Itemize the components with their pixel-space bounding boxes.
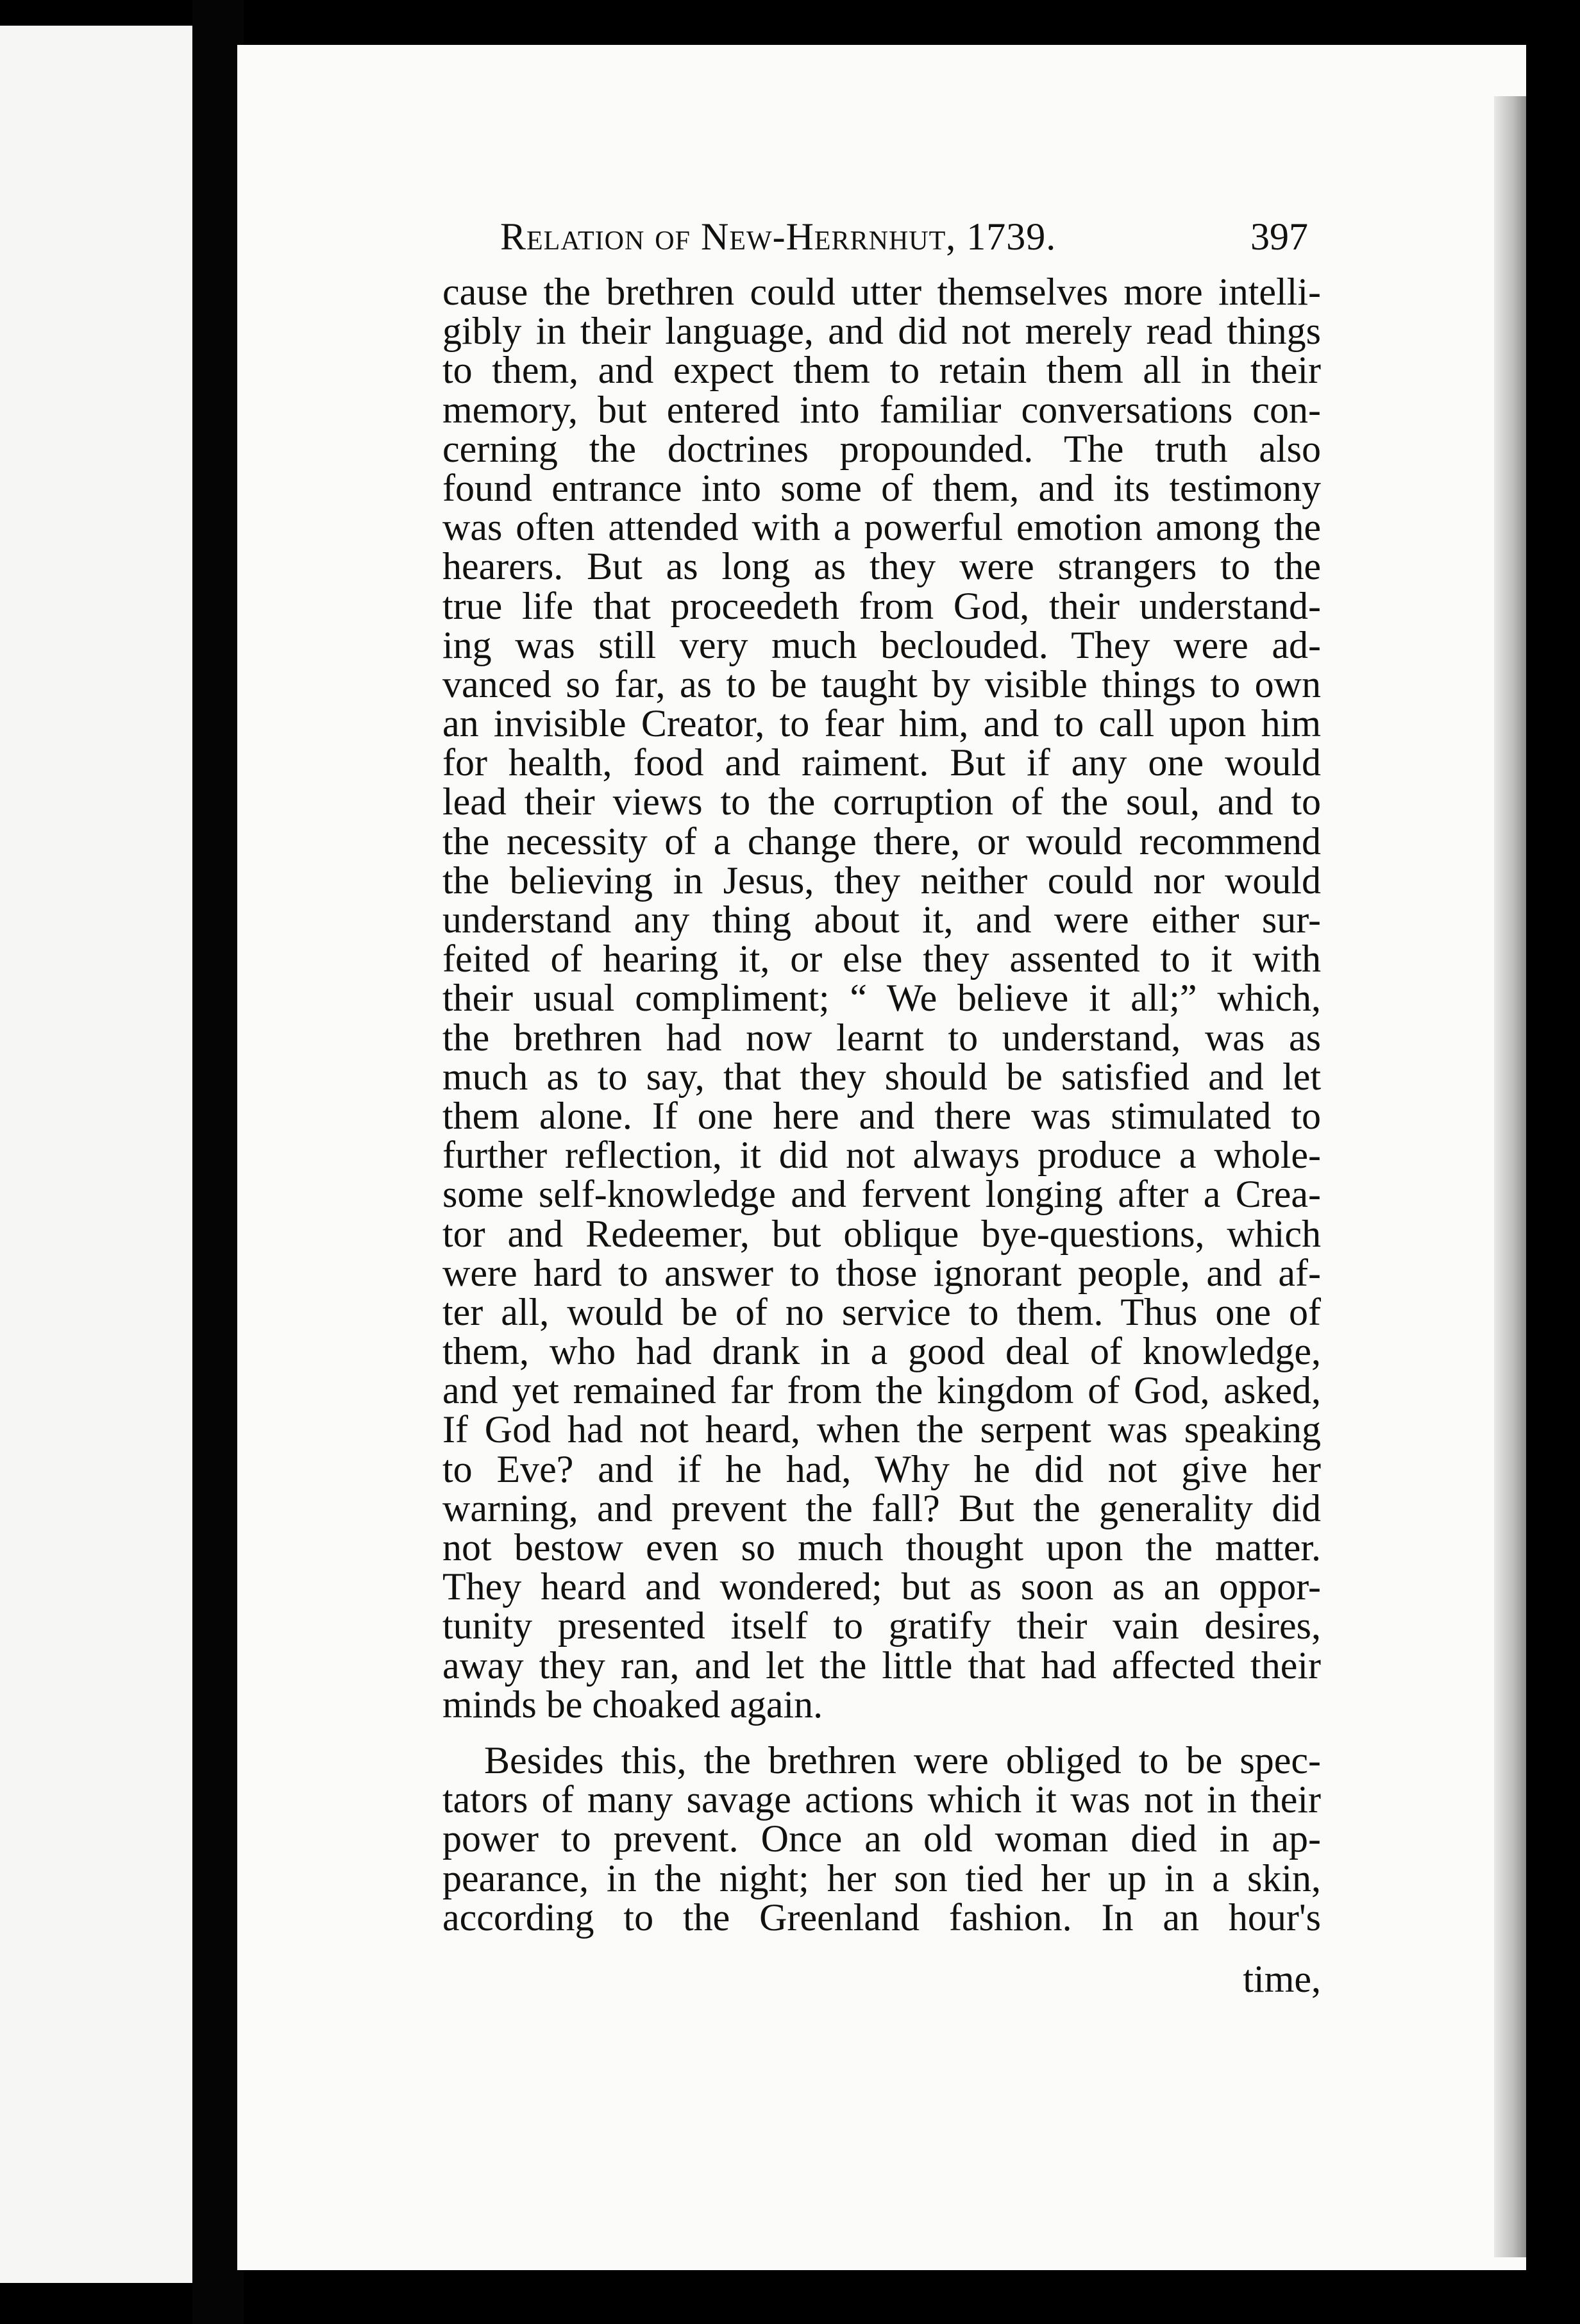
text-line: Besides this, the brethren were obliged to be spec- xyxy=(484,1739,1321,1781)
text-line: minds be choaked again. xyxy=(442,1683,823,1726)
text-line: not bestow even so much thought upon the matter. xyxy=(442,1526,1321,1569)
catchword: time, xyxy=(1243,1958,1321,2000)
page-header xyxy=(500,215,1308,273)
text-line: memory, but entered into familiar conversations con- xyxy=(442,388,1321,431)
text-line: them, who had drank in a good deal of knowledge, xyxy=(442,1330,1321,1373)
text-line: true life that proceedeth from God, their understand- xyxy=(442,584,1321,627)
text-line: much as to say, that they should be satisfied and let xyxy=(442,1055,1321,1098)
text-line: gibly in their language, and did not merely read things xyxy=(442,310,1321,353)
text-line: further reflection, it did not always produce a whole- xyxy=(442,1134,1321,1177)
text-line: to them, and expect them to retain them all in their xyxy=(442,349,1321,392)
text-line: hearers. But as long as they were strangers to the xyxy=(442,545,1321,588)
text-line: the necessity of a change there, or would recommend xyxy=(442,820,1321,863)
text-line: the believing in Jesus, they neither could nor would xyxy=(442,859,1321,902)
text-line: pearance, in the night; her son tied her up in a skin, xyxy=(442,1857,1321,1899)
text-line: was often attended with a powerful emotion among the xyxy=(442,506,1321,549)
text-line: feited of hearing it, or else they assented to it with xyxy=(442,938,1321,981)
text-line: for health, food and raiment. But if any one would xyxy=(442,741,1321,784)
text-line: cause the brethren could utter themselves more intelli- xyxy=(442,271,1321,313)
text-line: according to the Greenland fashion. In an hour's xyxy=(442,1896,1321,1939)
text-line: found entrance into some of them, and its testimony xyxy=(442,466,1321,509)
text-line: to Eve? and if he had, Why he did not give her xyxy=(442,1447,1321,1490)
text-line: away they ran, and let the little that had affected their xyxy=(442,1644,1321,1687)
text-line: their usual compliment; “ We believe it all;” which, xyxy=(442,977,1321,1020)
running-head: Relation of New-Herrnhut, 1739. xyxy=(500,215,1057,258)
text-line: tunity presented itself to gratify their vain desires, xyxy=(442,1604,1321,1647)
text-line: cerning the doctrines propounded. The truth also xyxy=(442,427,1321,470)
facing-page-edge xyxy=(0,26,192,2283)
page-edge-shadow xyxy=(1494,96,1526,2257)
text-line: and yet remained far from the kingdom of God, asked, xyxy=(442,1369,1321,1412)
text-line: ing was still very much beclouded. They were ad- xyxy=(442,623,1321,666)
text-line: vanced so far, as to be taught by visible things to own xyxy=(442,662,1321,705)
text-line: If God had not heard, when the serpent was speaking xyxy=(442,1408,1321,1451)
text-line: them alone. If one here and there was stimulated to xyxy=(442,1094,1321,1137)
right-gutter xyxy=(1526,0,1580,2324)
text-line: an invisible Creator, to fear him, and to call upon him xyxy=(442,702,1321,745)
left-gutter xyxy=(192,0,244,2324)
text-line: tators of many savage actions which it was not in their xyxy=(442,1778,1321,1821)
text-line: lead their views to the corruption of the soul, and to xyxy=(442,780,1321,823)
body-text xyxy=(442,273,1321,1937)
paragraph-1 xyxy=(442,273,1321,1724)
text-line: ter all, would be of no service to them. Thus one of xyxy=(442,1290,1321,1333)
page-number: 397 xyxy=(1250,215,1308,258)
text-line: some self-knowledge and fervent longing after a Crea- xyxy=(442,1173,1321,1216)
text-line: power to prevent. Once an old woman died in ap- xyxy=(442,1817,1321,1860)
text-line: were hard to answer to those ignorant people, and af- xyxy=(442,1251,1321,1294)
text-line: the brethren had now learnt to understand, was as xyxy=(442,1016,1321,1059)
text-line: understand any thing about it, and were either sur- xyxy=(442,898,1321,941)
text-line: They heard and wondered; but as soon as an oppor- xyxy=(442,1565,1321,1608)
paragraph-2 xyxy=(442,1741,1321,1937)
text-line: tor and Redeemer, but oblique bye-questions, which xyxy=(442,1212,1321,1255)
text-line: warning, and prevent the fall? But the generality did xyxy=(442,1486,1321,1529)
